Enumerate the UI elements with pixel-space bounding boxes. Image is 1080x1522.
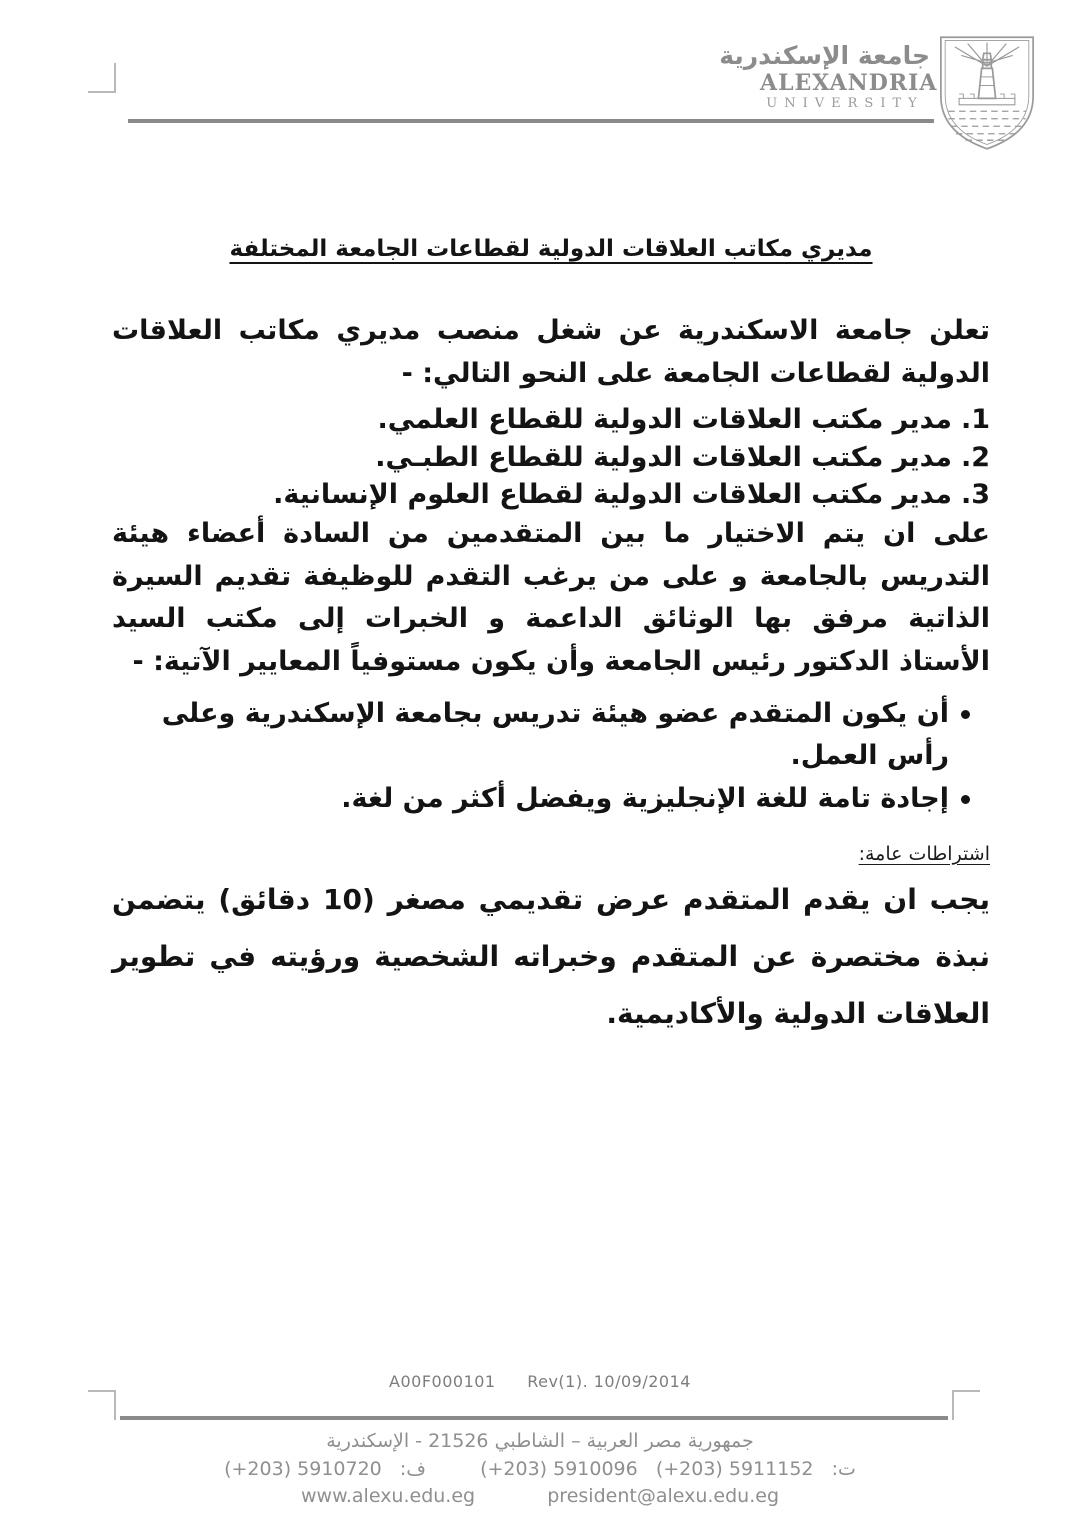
- corner-mark-bottom-left: [88, 1390, 116, 1420]
- footer-links: [301, 1483, 779, 1510]
- announcement-body: [112, 236, 990, 1043]
- criteria-paragraph: على ان يتم الاختيار ما بين المتقدمين من السادة أعضاء هيئة التدريس بالجامعة و على من يرغب التقدم للوظيفة تقديم السيرة الذاتية مرفق بها الوثائق الداعمة و الخبرات إلى مكتب السيد الأستاذ الدكتور رئيس الجامعة وأن يكون مستوفياً المعايير الآتية: -: [112, 518, 990, 678]
- president-email: president@alexu.edu.eg: [547, 1485, 779, 1508]
- bullet-item: [112, 693, 970, 778]
- header-rule: [128, 119, 934, 123]
- bullet-text: أن يكون المتقدم عضو هيئة تدريس بجامعة الإسكندرية وعلى رأس العمل.: [161, 697, 949, 772]
- logo-arabic-calligraphy: جامعة الإسكندرية: [719, 41, 930, 70]
- document-code-line: [0, 1372, 1080, 1391]
- corner-mark-top-left: [88, 63, 116, 93]
- general-conditions-text: يجب ان يقدم المتقدم عرض تقديمي مصغر (10 دقائق) يتضمن نبذة مختصرة عن المتقدم وخبراته الشخصية ورؤيته في تطوير العلاقات الدولية والأكاديمية.: [112, 882, 990, 1031]
- general-conditions-heading: اشتراطات عامة:: [858, 842, 990, 865]
- bullet-dot-icon: [961, 710, 970, 719]
- page-title: مديري مكاتب العلاقات الدولية لقطاعات الجامعة المختلفة: [229, 236, 873, 262]
- fax-label: ف:: [399, 1457, 426, 1480]
- list-item: [112, 401, 990, 438]
- list-item-number: 2.: [960, 441, 990, 473]
- intro-paragraph: تعلن جامعة الاسكندرية عن شغل منصب مديري مكاتب العلاقات الدولية لقطاعات الجامعة على النحو التالي: -: [112, 315, 990, 389]
- bullet-text: إجادة تامة للغة الإنجليزية ويفضل أكثر من لغة.: [341, 783, 949, 814]
- list-item-text: مدير مكتب العلاقات الدولية للقطاع الطبـي.: [375, 441, 952, 473]
- tel-number-2: (+203) 5910096: [480, 1457, 638, 1480]
- bullet-item: [112, 778, 970, 821]
- list-item-text: مدير مكتب العلاقات الدولية لقطاع العلوم الإنسانية.: [273, 478, 952, 510]
- document-code: A00F000101: [389, 1372, 496, 1391]
- website-url: www.alexu.edu.eg: [301, 1485, 476, 1508]
- footer-contact-block: [0, 1428, 1080, 1510]
- document-revision: Rev(1). 10/09/2014: [527, 1372, 691, 1391]
- fax-number: (+203) 5910720: [224, 1457, 382, 1480]
- bullet-dot-icon: [961, 795, 970, 804]
- footer-address: جمهورية مصر العربية – الشاطبي 21526 - الإسكندرية: [326, 1430, 754, 1452]
- list-item-number: 1.: [960, 404, 990, 436]
- footer-phones: [0, 1456, 1080, 1483]
- list-item: [112, 476, 990, 513]
- footer-rule: [120, 1416, 948, 1420]
- logo-name-english: ALEXANDRIA: [760, 70, 938, 97]
- tel-label: ت:: [831, 1457, 856, 1480]
- lighthouse-shield-icon: [933, 34, 1041, 152]
- logo-subtitle-english: UNIVERSITY: [766, 96, 924, 112]
- list-item-text: مدير مكتب العلاقات الدولية للقطاع العلمي.: [377, 404, 952, 436]
- corner-mark-bottom-right: [952, 1390, 980, 1420]
- criteria-bullet-list: [112, 693, 990, 821]
- positions-list: [112, 401, 990, 513]
- list-item: [112, 439, 990, 476]
- tel-number-1: (+203) 5911152: [655, 1457, 814, 1480]
- university-logo: [719, 40, 938, 112]
- list-item-number: 3.: [960, 478, 990, 510]
